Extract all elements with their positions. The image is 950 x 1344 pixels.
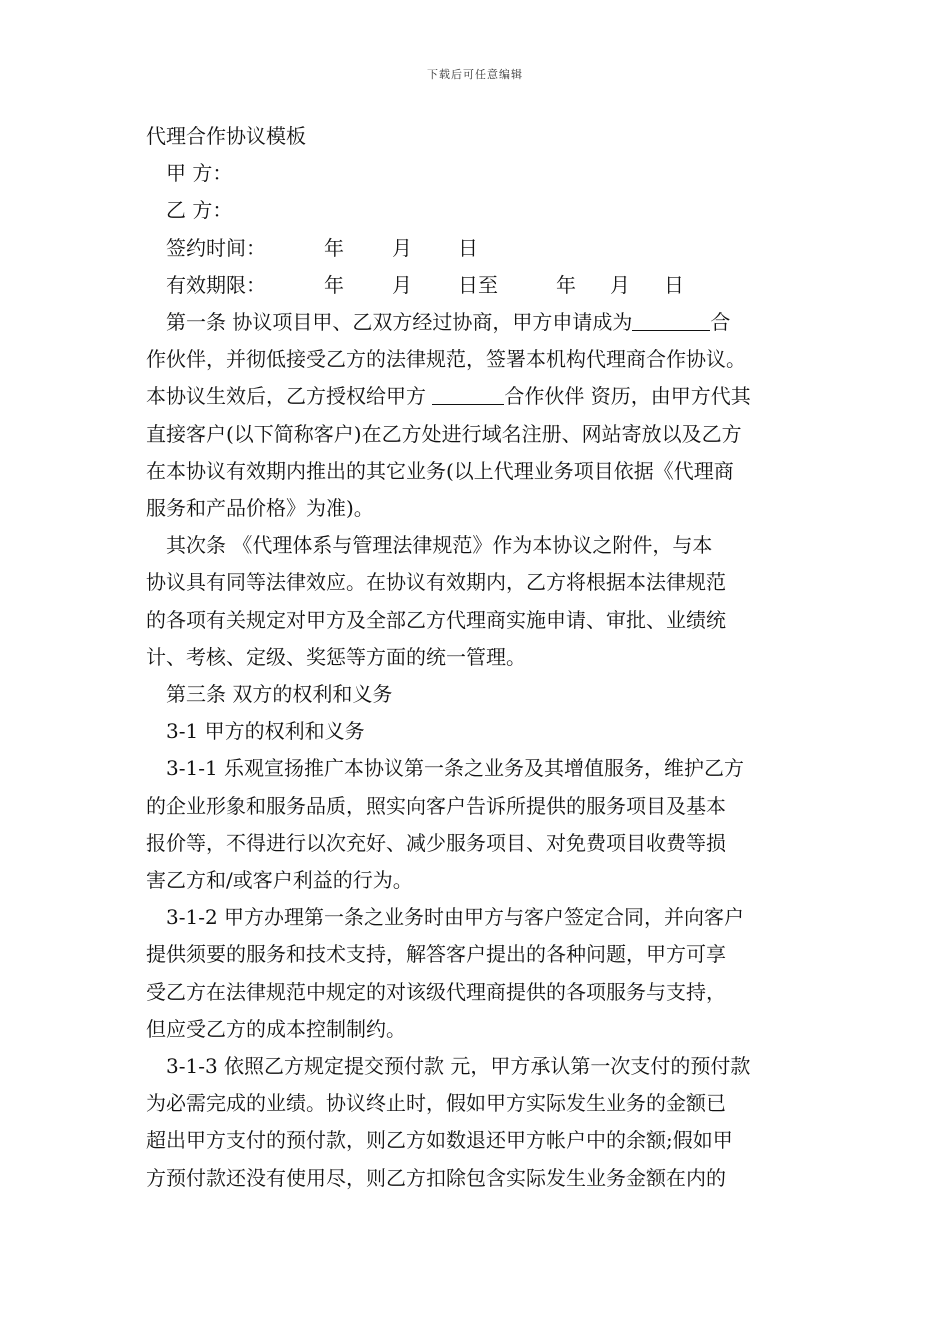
clause-312-line4: 但应受乙方的成本控制制约。 [146,1016,406,1041]
article2-line4: 计、考核、定级、奖惩等方面的统一管理。 [146,644,526,669]
sign-day: 日 [458,235,478,260]
article1-text-a: 第一条 协议项目甲、乙双方经过协商，甲方申请成为 [166,310,633,335]
clause-312-line1: 3-1-2 甲方办理第一条之业务时由甲方与客户签定合同，并向客户 [166,905,745,930]
clause-313-line1: 3-1-3 依照乙方规定提交预付款 元，甲方承认第一次支付的预付款 [166,1054,751,1079]
clause-311-line4: 害乙方和/或客户利益的行为。 [146,868,413,893]
article1-line5: 在本协议有效期内推出的其它业务(以上代理业务项目依据《代理商 [146,458,734,483]
article1-text-d: 合作伙伴 资历，由甲方代其 [504,384,751,409]
article1-blank-1 [632,310,710,331]
clause-312-line3: 受乙方在法律规范中规定的对该级代理商提供的各项服务与支持， [146,979,726,1004]
article1-line6: 服务和产品价格》为准)。 [146,496,374,521]
validity-label: 有效期限： [166,272,266,297]
article1-text-c: 本协议生效后，乙方授权给甲方 [146,384,433,409]
clause-312-line2: 提供须要的服务和技术支持，解答客户提出的各种问题，甲方可享 [146,942,726,967]
clause-311-line1: 3-1-1 乐观宣扬推广本协议第一条之业务及其增值服务，维护乙方 [166,756,745,781]
validity-month-2: 月 [610,272,630,297]
article2-line1: 其次条 《代理体系与管理法律规范》作为本协议之附件，与本 [166,533,713,558]
document-body [146,118,808,1197]
document-title: 代理合作协议模板 [146,124,306,148]
article3-heading: 第三条 双方的权利和义务 [166,682,393,707]
validity-day-to: 日至 [458,272,498,297]
article2-line3: 的各项有关规定对甲方及全部乙方代理商实施申请、审批、业绩统 [146,607,726,632]
sign-month: 月 [392,235,412,260]
party-a-line: 甲 方： [166,161,233,186]
article1-blank-2 [432,384,504,405]
article1-line2: 作伙伴，并彻低接受乙方的法律规范，签署本机构代理商合作协议。 [146,347,746,372]
page-header-note: 下载后可任意编辑 [427,68,523,81]
party-b-line: 乙 方： [166,198,233,223]
sign-time-label: 签约时间： [166,235,266,260]
article1-line4: 直接客户(以下简称客户)在乙方处进行域名注册、网站寄放以及乙方 [146,421,742,446]
validity-month: 月 [392,272,412,297]
clause-313-line4: 方预付款还没有使用尽，则乙方扣除包含实际发生业务金额在内的 [146,1165,726,1190]
clause-313-line3: 超出甲方支付的预付款，则乙方如数退还甲方帐户中的余额;假如甲 [146,1128,733,1153]
article1-line3 [146,378,808,415]
validity-year: 年 [324,272,344,297]
article1-text-b: 合 [710,310,731,335]
clause-311-line2: 的企业形象和服务品质，照实向客户告诉所提供的服务项目及基本 [146,793,726,818]
article2-line2: 协议具有同等法律效应。在协议有效期内，乙方将根据本法律规范 [146,570,726,595]
validity-year-2: 年 [556,272,576,297]
article3-sub1: 3-1 甲方的权利和义务 [166,719,365,744]
clause-311-line3: 报价等，不得进行以次充好、减少服务项目、对免费项目收费等损 [146,830,726,855]
sign-year: 年 [324,235,344,260]
clause-313-line2: 为必需完成的业绩。协议终止时，假如甲方实际发生业务的金额已 [146,1091,726,1116]
validity-day-2: 日 [664,272,684,297]
validity-line [146,267,808,304]
sign-time-line [146,230,808,267]
article1-line1 [146,304,808,341]
